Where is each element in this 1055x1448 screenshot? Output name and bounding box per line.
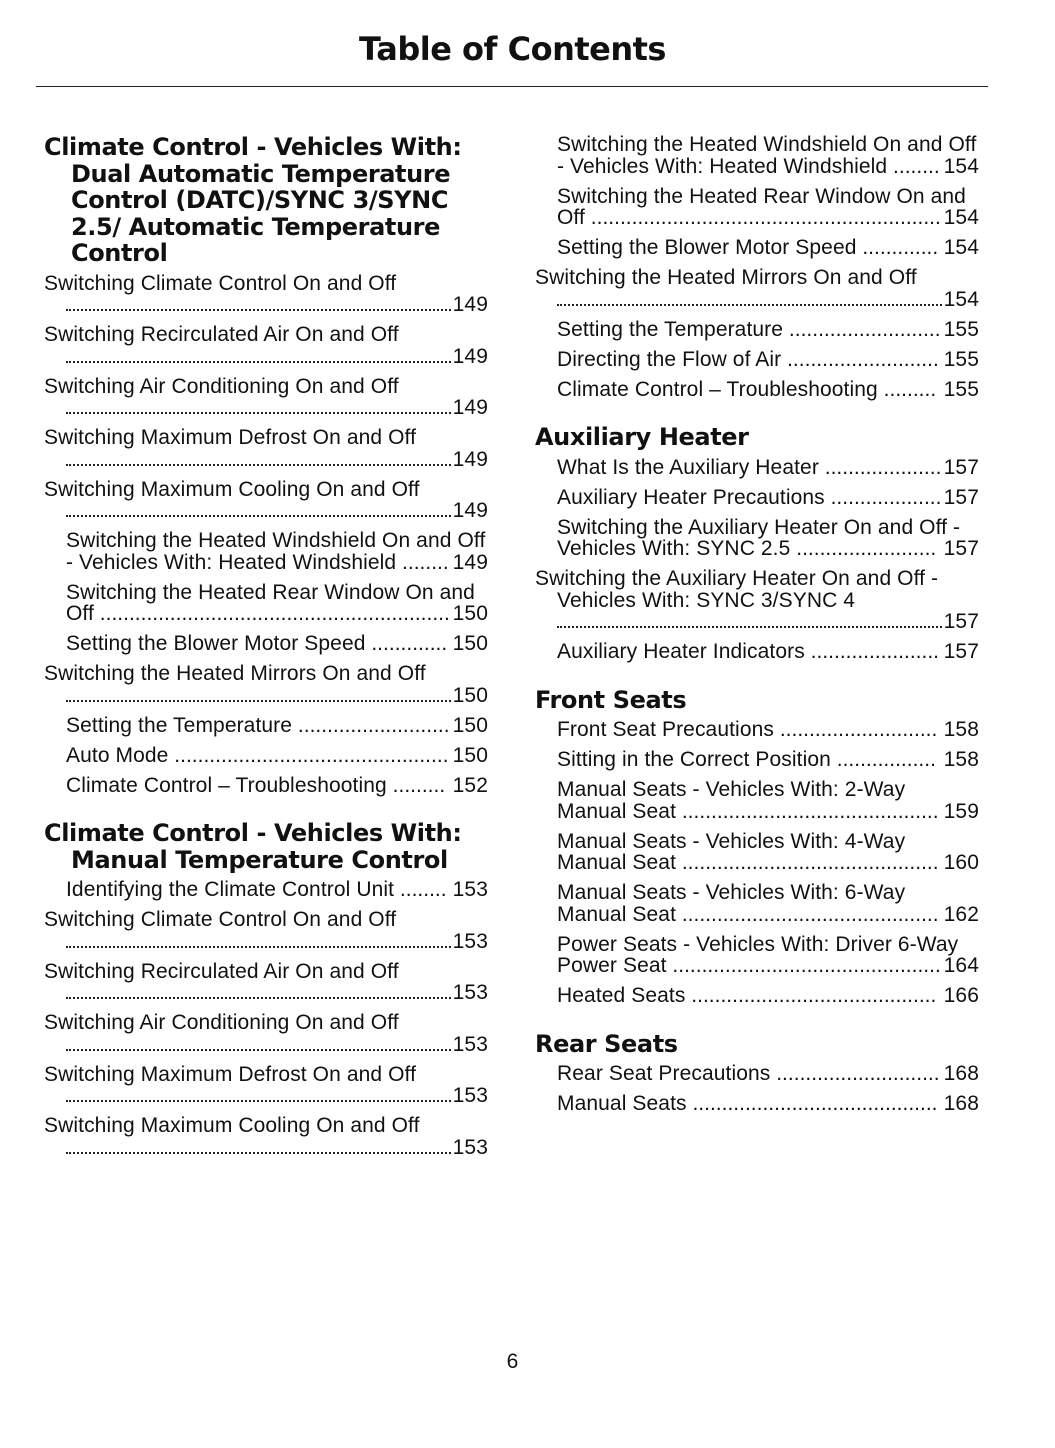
- dot-leader: ..........................: [292, 713, 450, 737]
- toc-entry-title: Switching the Heated Windshield On and Off - Vehicles With: Heated Windshield: [557, 133, 977, 178]
- toc-entry-page: 168: [943, 1062, 979, 1085]
- toc-entry-page: 158: [943, 748, 979, 771]
- toc-entry-title: Manual Seats - Vehicles With: 4-Way Manual Seat: [557, 829, 906, 874]
- toc-entry-page: 150: [452, 713, 488, 737]
- toc-entry-page: 160: [943, 851, 979, 874]
- dot-leader: [557, 304, 942, 306]
- section-heading: Climate Control - Vehicles With: Manual Temperature Control: [44, 819, 462, 874]
- toc-entry-page: 149: [452, 293, 488, 316]
- dot-leader: [66, 412, 451, 414]
- dot-leader: [66, 1100, 451, 1102]
- dot-leader: ........: [396, 550, 449, 574]
- toc-entry[interactable]: [44, 376, 488, 419]
- toc-entry-page: 150: [452, 602, 488, 625]
- toc-entry[interactable]: [44, 775, 488, 797]
- dot-leader: ............................................: [676, 851, 939, 874]
- toc-entry-page: 149: [452, 396, 488, 419]
- toc-entry[interactable]: [535, 779, 979, 822]
- toc-entry-page: 155: [943, 347, 979, 371]
- toc-entry-title: Switching Climate Control On and Off: [44, 271, 397, 295]
- dot-leader: ..........................................: [685, 984, 937, 1007]
- toc-entry-page: 149: [452, 344, 488, 368]
- toc-entry[interactable]: [44, 909, 488, 952]
- toc-entry-page: 157: [943, 485, 979, 509]
- dot-leader: ..........................: [781, 347, 939, 371]
- toc-entry-title: Switching Maximum Defrost On and Off: [44, 1062, 417, 1086]
- toc-entry-title: Manual Seats - Vehicles With: 2-Way Manual Seat: [557, 778, 906, 823]
- toc-entry[interactable]: [535, 985, 979, 1007]
- title-divider: [36, 86, 988, 87]
- toc-entry[interactable]: [535, 749, 979, 771]
- dot-leader: [66, 997, 451, 999]
- toc-entry[interactable]: [535, 186, 979, 229]
- toc-entry-page: 154: [943, 236, 979, 259]
- dot-leader: [66, 1049, 451, 1051]
- toc-entry[interactable]: [535, 568, 979, 633]
- toc-entry-page: 157: [943, 537, 979, 560]
- toc-entry-page: 157: [943, 455, 979, 479]
- toc-entry[interactable]: [44, 479, 488, 522]
- section-heading: Climate Control - Vehicles With: Dual Automatic Temperature Control (DATC)/SYNC 3/SYNC 2.5/ Automatic Temperature Control: [44, 133, 462, 267]
- toc-entry-page: 149: [452, 499, 488, 522]
- toc-entry[interactable]: [535, 457, 979, 479]
- toc-entry-page: 150: [452, 743, 488, 767]
- dot-leader: [557, 626, 942, 628]
- toc-entry[interactable]: [44, 1115, 488, 1158]
- dot-leader: .............: [365, 632, 448, 655]
- toc-entry[interactable]: [44, 715, 488, 737]
- toc-entry-title: Switching the Heated Rear Window On and Off: [557, 184, 966, 229]
- toc-section: [535, 687, 979, 1007]
- toc-entry-page: 157: [943, 610, 979, 633]
- toc-entry-page: 155: [943, 377, 979, 401]
- toc-entry-page: 154: [943, 206, 979, 229]
- toc-entry-title: Switching Air Conditioning On and Off: [44, 374, 399, 398]
- toc-entry-page: 157: [943, 640, 979, 663]
- toc-entry-page: 150: [452, 632, 488, 655]
- dot-leader: .........: [877, 377, 937, 401]
- toc-entry-page: 154: [943, 154, 979, 178]
- toc-entry[interactable]: [44, 1064, 488, 1107]
- toc-entry-title: Switching the Auxiliary Heater On and Off - Vehicles With: SYNC 2.5: [557, 515, 961, 560]
- toc-entry[interactable]: [535, 319, 979, 341]
- toc-entry[interactable]: [535, 237, 979, 259]
- toc-entry-page: 159: [943, 799, 979, 823]
- toc-column-left: [44, 134, 488, 1182]
- toc-entry-page: 153: [452, 981, 488, 1004]
- toc-entry[interactable]: [535, 934, 979, 977]
- dot-leader: .........: [386, 773, 446, 797]
- toc-entry[interactable]: [535, 134, 979, 177]
- toc-entry[interactable]: [535, 831, 979, 874]
- dot-leader: ......................: [804, 640, 940, 663]
- toc-entry-title: Switching Air Conditioning On and Off: [44, 1011, 399, 1034]
- toc-entry-page: 166: [943, 984, 979, 1007]
- toc-entry-page: 164: [943, 954, 979, 977]
- toc-entry[interactable]: [535, 349, 979, 371]
- toc-entry[interactable]: [44, 582, 488, 625]
- toc-entry[interactable]: [44, 879, 488, 901]
- toc-entry-title: Switching Climate Control On and Off: [44, 908, 397, 931]
- section-heading: Auxiliary Heater: [535, 423, 749, 451]
- toc-section: [44, 134, 488, 796]
- toc-entry-title: Switching the Heated Mirrors On and Off: [44, 662, 426, 685]
- dot-leader: ........................: [790, 537, 937, 560]
- toc-entry[interactable]: [535, 1063, 979, 1085]
- toc-entry-title: Climate Control – Troubleshooting: [557, 377, 878, 401]
- dot-leader: [66, 515, 451, 517]
- toc-entry[interactable]: [535, 1093, 979, 1115]
- toc-section: [535, 424, 979, 663]
- toc-entry-title: Manual Seats - Vehicles With: 6-Way Manual Seat: [557, 881, 906, 926]
- toc-entry-page: 149: [452, 447, 488, 471]
- toc-entry-page: 150: [452, 683, 488, 707]
- toc-entry-title: Sitting in the Correct Position: [557, 748, 831, 771]
- toc-entry-page: 149: [452, 550, 488, 574]
- dot-leader: ............................: [770, 1062, 940, 1085]
- toc-entry-title: What Is the Auxiliary Heater: [557, 455, 819, 479]
- toc-entry[interactable]: [535, 379, 979, 401]
- toc-entry[interactable]: [44, 530, 488, 573]
- toc-entry-title: Switching Maximum Defrost On and Off: [44, 426, 417, 449]
- toc-entry[interactable]: [535, 487, 979, 509]
- toc-entry[interactable]: [535, 267, 979, 310]
- toc-entry[interactable]: [44, 633, 488, 655]
- dot-leader: ............................................: [676, 902, 939, 926]
- toc-entry-title: Switching Maximum Cooling On and Off: [44, 477, 420, 501]
- dot-leader: .................: [830, 748, 936, 771]
- dot-leader: ...............................................: [168, 743, 449, 767]
- toc-entry-page: 153: [452, 878, 488, 901]
- dot-leader: ..........................................: [686, 1092, 938, 1115]
- dot-leader: ..........................: [783, 317, 941, 341]
- toc-entry-title: Setting the Temperature: [66, 713, 293, 737]
- dot-leader: ...................: [824, 485, 942, 509]
- toc-entry-page: 162: [943, 902, 979, 926]
- dot-leader: ...........................: [773, 718, 938, 741]
- toc-section: [535, 1031, 979, 1115]
- toc-entry-title: Switching the Auxiliary Heater On and Off - Vehicles With: SYNC 3/SYNC 4: [535, 567, 939, 612]
- dot-leader: [66, 946, 451, 948]
- toc-entry[interactable]: [44, 427, 488, 470]
- toc-entry[interactable]: [535, 882, 979, 925]
- toc-entry-title: Manual Seats: [557, 1092, 687, 1115]
- toc-section: [44, 820, 488, 1158]
- toc-entry-title: Heated Seats: [557, 984, 686, 1007]
- toc-entry-title: Setting the Blower Motor Speed: [66, 632, 366, 655]
- toc-entry[interactable]: [44, 273, 488, 316]
- toc-entry-title: Setting the Temperature: [557, 317, 784, 341]
- dot-leader: ............................................................: [93, 602, 450, 625]
- toc-entry-title: Climate Control – Troubleshooting: [66, 773, 387, 797]
- section-heading: Front Seats: [535, 685, 687, 714]
- toc-entry-page: 153: [452, 1135, 488, 1159]
- section-heading: Rear Seats: [535, 1029, 678, 1058]
- dot-leader: [66, 309, 451, 311]
- toc-entry[interactable]: [535, 641, 979, 663]
- toc-entry-page: 152: [452, 773, 488, 797]
- toc-entry[interactable]: [535, 719, 979, 741]
- dot-leader: ..............................................: [666, 954, 941, 977]
- dot-leader: [66, 1152, 451, 1154]
- toc-entry[interactable]: [535, 517, 979, 560]
- page-number: 6: [506, 1350, 519, 1373]
- page-title: Table of Contents: [359, 30, 666, 68]
- dot-leader: ........: [887, 154, 940, 178]
- toc-entry[interactable]: [44, 324, 488, 367]
- toc-entry-page: 154: [943, 287, 979, 311]
- toc-entry-page: 155: [943, 317, 979, 341]
- toc-entry[interactable]: [44, 961, 488, 1004]
- dot-leader: ............................................................: [584, 206, 941, 229]
- toc-entry-title: Power Seats - Vehicles With: Driver 6-Way Power Seat: [557, 932, 959, 977]
- toc-entry-page: 153: [452, 1032, 488, 1056]
- toc-entry-page: 168: [943, 1092, 979, 1115]
- toc-entry[interactable]: [44, 663, 488, 706]
- toc-entry-page: 153: [452, 1084, 488, 1107]
- toc-entry-title: Switching the Heated Rear Window On and Off: [66, 580, 475, 625]
- toc-entry-page: 153: [452, 929, 488, 953]
- dot-leader: [66, 361, 451, 363]
- toc-column-right: [535, 134, 979, 1139]
- toc-entry-title: Auto Mode: [66, 743, 169, 767]
- toc-entry-title: Switching Maximum Cooling On and Off: [44, 1114, 420, 1137]
- toc-entry-title: Switching the Heated Mirrors On and Off: [535, 266, 917, 289]
- dot-leader: [66, 700, 451, 702]
- toc-entry[interactable]: [44, 745, 488, 767]
- toc-entry-title: Setting the Blower Motor Speed: [557, 236, 857, 259]
- dot-leader: .............: [856, 236, 939, 259]
- dot-leader: ........: [394, 878, 447, 901]
- toc-entry-title: Auxiliary Heater Precautions: [557, 485, 825, 509]
- toc-entry[interactable]: [44, 1012, 488, 1055]
- toc-entry-title: Switching the Heated Windshield On and Off - Vehicles With: Heated Windshield: [66, 529, 486, 574]
- dot-leader: ............................................: [676, 799, 939, 823]
- toc-entry-title: Auxiliary Heater Indicators: [557, 640, 805, 663]
- toc-entry-title: Front Seat Precautions: [557, 718, 774, 741]
- toc-entry-title: Directing the Flow of Air: [557, 347, 782, 371]
- toc-section: [535, 134, 979, 400]
- toc-entry-title: Rear Seat Precautions: [557, 1062, 771, 1085]
- toc-entry-title: Switching Recirculated Air On and Off: [44, 323, 399, 346]
- toc-entry-title: Identifying the Climate Control Unit: [66, 878, 395, 901]
- dot-leader: ....................: [818, 455, 942, 479]
- toc-entry-title: Switching Recirculated Air On and Off: [44, 959, 399, 983]
- dot-leader: [66, 464, 451, 466]
- toc-entry-page: 158: [943, 718, 979, 741]
